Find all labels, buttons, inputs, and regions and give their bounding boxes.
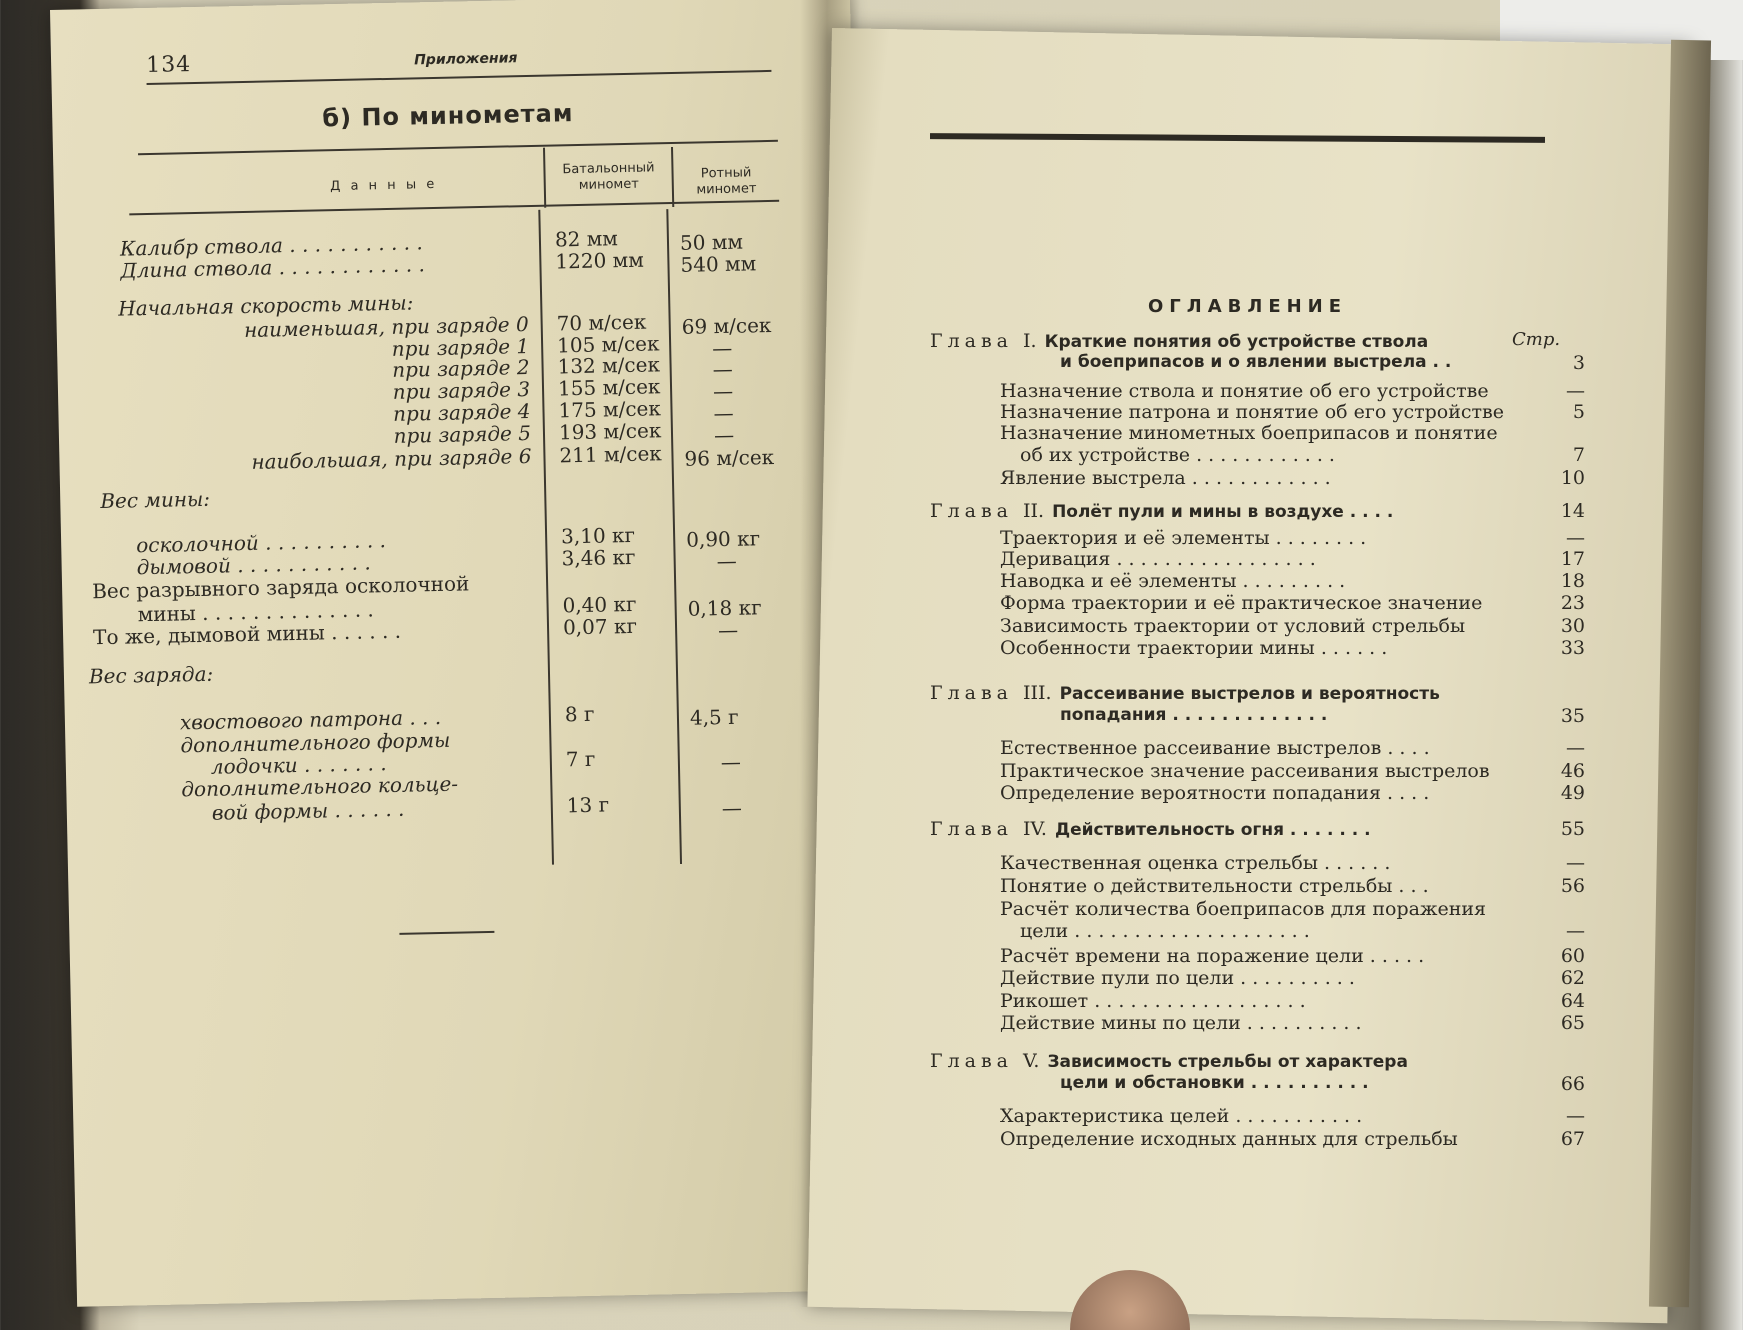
row-label: наибольшая, при заряде 6 (251, 444, 532, 474)
toc-section-entry (930, 637, 1585, 661)
section-title: Действие мины по цели . . . . . . . . . . (1000, 1012, 1362, 1034)
page-number: 5 (1572, 401, 1585, 423)
toc-section-entry (930, 920, 1585, 944)
section-title: Расчёт времени на поражение цели . . . . . (1000, 945, 1425, 967)
page-number: 10 (1560, 467, 1585, 489)
row-label: Вес мины: (100, 486, 211, 514)
battalion-value: 193 м/сек (558, 418, 662, 445)
row-label: хвостового патрона . . . (179, 704, 442, 735)
chapter-title (930, 818, 1371, 840)
page-number: 35 (1560, 705, 1585, 727)
section-title: Характеристика целей . . . . . . . . . . . (1000, 1105, 1363, 1127)
page-number: 134 (145, 52, 192, 78)
battalion-value: 70 м/сек (556, 309, 647, 336)
section-title: Явление выстрела . . . . . . . . . . . . (1000, 467, 1331, 489)
toc-chapter-entry (930, 500, 1585, 524)
toc-section-entry (930, 737, 1585, 761)
row-label: дополнительного формы (180, 727, 451, 758)
row-label: То же, дымовой мины . . . . . . (92, 618, 402, 650)
company-value: 0,90 кг (685, 526, 761, 552)
row-label: осколочной . . . . . . . . . . (135, 528, 387, 558)
battalion-value: 13 г (566, 792, 610, 818)
page-number: 65 (1560, 1012, 1585, 1034)
page-number: 3 (1572, 352, 1585, 374)
toc-chapter-entry (930, 1073, 1585, 1097)
company-value: — (712, 356, 733, 382)
chapter-text: Действительность огня . . . . . . . (1054, 820, 1371, 840)
section-title: Назначение патрона и понятие об его устройстве (1000, 401, 1505, 423)
end-rule (399, 931, 494, 935)
battalion-value: 82 мм (554, 226, 619, 252)
chapter-word: Глава (930, 818, 1014, 840)
chapter-number: III. (1023, 682, 1052, 704)
page-number: 62 (1560, 967, 1585, 989)
toc-chapter-entry (930, 352, 1585, 376)
battalion-value: 0,07 кг (562, 613, 638, 640)
section-title: Естественное рассеивание выстрелов . . . . (1000, 737, 1430, 759)
toc-section-entry (930, 548, 1585, 572)
company-value: — (717, 617, 739, 643)
company-value: — (711, 335, 733, 361)
battalion-value: 3,46 кг (561, 544, 636, 571)
section-title: Назначение минометных боеприпасов и понятие (1000, 422, 1498, 444)
page-number: 46 (1560, 760, 1585, 782)
page-number: — (1566, 527, 1585, 549)
page-number: 18 (1560, 570, 1585, 592)
company-value: — (713, 400, 734, 426)
row-label: при заряде 2 (391, 355, 530, 382)
chapter-word: Глава (930, 500, 1014, 522)
column-divider-2 (671, 147, 674, 207)
battalion-value: 8 г (564, 701, 595, 727)
page-header (146, 35, 787, 88)
section-title: Практическое значение рассеивания выстрелов (1000, 760, 1490, 782)
toc-section-entry (930, 570, 1585, 594)
section-title: Деривация . . . . . . . . . . . . . . . . . (1000, 548, 1316, 570)
toc-section-entry (930, 782, 1585, 806)
column-divider-1 (543, 148, 546, 208)
chapter-number: V. (1023, 1050, 1040, 1072)
row-label: Длина ствола . . . . . . . . . . . . (120, 252, 426, 283)
row-label: мины . . . . . . . . . . . . . . (137, 597, 375, 627)
chapter-title-continued: и боеприпасов и о явлении выстрела . . (1060, 352, 1452, 372)
page-number: 33 (1560, 637, 1585, 659)
toc-chapter-entry (930, 330, 1580, 354)
battalion-value: 155 м/сек (557, 374, 661, 401)
toc-section-entry (930, 1128, 1585, 1152)
section-title-continued: цели . . . . . . . . . . . . . . . . . . . . (1020, 920, 1310, 942)
toc-section-entry (930, 945, 1585, 969)
section-title: Действие пули по цели . . . . . . . . . . (1000, 967, 1355, 989)
page-number: 66 (1560, 1073, 1585, 1095)
page-number: 23 (1560, 592, 1585, 614)
chapter-word: Глава (930, 682, 1014, 704)
running-head: Приложения (413, 50, 518, 69)
toc-chapter-entry (930, 818, 1585, 842)
battalion-value: 132 м/сек (557, 352, 661, 379)
page-number: — (1566, 852, 1585, 874)
toc-section-entry (930, 422, 1580, 446)
row-label: Калибр ствола . . . . . . . . . . . (119, 230, 423, 261)
battalion-value: 175 м/сек (558, 396, 662, 423)
toc-section-entry (930, 1012, 1585, 1036)
battalion-value: 0,40 кг (562, 591, 637, 618)
toc-chapter-entry (930, 705, 1585, 729)
toc-section-entry (930, 990, 1585, 1014)
section-title: Зависимость траектории от условий стрельбы (1000, 615, 1466, 637)
row-label: Начальная скорость мины: (118, 290, 414, 321)
section-title: Определение вероятности попадания . . . . (1000, 782, 1430, 804)
toc-chapter-entry (930, 682, 1580, 706)
section-title: Качественная оценка стрельбы . . . . . . (1000, 852, 1391, 874)
chapter-text: Краткие понятия об устройстве ствола (1044, 332, 1429, 352)
chapter-title-continued: цели и обстановки . . . . . . . . . . (1060, 1073, 1369, 1093)
battalion-value: 105 м/сек (556, 331, 660, 358)
table-row (64, 648, 864, 691)
table-header-bottom-rule (129, 200, 779, 216)
page-number: — (1566, 1105, 1585, 1127)
page-number: — (1566, 380, 1585, 402)
row-label: вой формы . . . . . . (211, 796, 405, 825)
company-value: — (720, 749, 742, 775)
chapter-number: I. (1023, 330, 1037, 352)
chapter-number: IV. (1023, 818, 1047, 840)
page-number: 30 (1560, 615, 1585, 637)
section-title: Назначение ствола и понятие об его устройстве (1000, 380, 1489, 402)
row-label: дымовой . . . . . . . . . . . (136, 550, 371, 580)
page-number: 49 (1560, 782, 1585, 804)
left-page (50, 0, 877, 1307)
section-title: Наводка и её элементы . . . . . . . . . (1000, 570, 1346, 592)
toc-section-entry (930, 898, 1580, 922)
section-title: Определение исходных данных для стрельбы (1000, 1128, 1458, 1150)
table-top-rule (138, 140, 778, 155)
column-header-company: Ротный миномет (696, 165, 757, 198)
toc-section-entry (930, 467, 1585, 491)
row-label: при заряде 4 (392, 399, 531, 426)
toc-section-entry (930, 760, 1585, 784)
chapter-title (930, 330, 1428, 352)
toc-section-entry (930, 592, 1585, 616)
page-number: 64 (1560, 990, 1585, 1012)
row-label: при заряде 5 (393, 421, 532, 448)
company-value: — (713, 422, 735, 448)
column-header-battalion: Батальонный миномет (562, 160, 655, 193)
toc-chapter-entry (930, 1050, 1580, 1074)
section-title: Особенности траектории мины . . . . . . (1000, 637, 1388, 659)
table-row (60, 473, 860, 516)
page-number: 60 (1560, 945, 1585, 967)
chapter-number: II. (1023, 500, 1045, 522)
company-value: 4,5 г (689, 704, 739, 730)
company-value: 69 м/сек (681, 312, 772, 339)
chapter-word: Глава (930, 1050, 1014, 1072)
section-title: Понятие о действительности стрельбы . . . (1000, 875, 1429, 897)
chapter-title (930, 1050, 1408, 1072)
company-value: — (712, 378, 734, 404)
company-value: — (716, 548, 737, 574)
section-title: Рикошет . . . . . . . . . . . . . . . . . . (1000, 990, 1306, 1012)
chapter-text: Зависимость стрельбы от характера (1047, 1052, 1408, 1072)
section-title: б) По минометам (322, 99, 574, 133)
page-number: 67 (1560, 1128, 1585, 1150)
toc-title: ОГЛАВЛЕНИЕ (1148, 296, 1348, 317)
page-number: 7 (1572, 444, 1585, 466)
chapter-title (930, 682, 1440, 704)
section-title: Траектория и её элементы . . . . . . . . (1000, 527, 1367, 549)
row-label: при заряде 3 (392, 377, 531, 404)
toc-section-entry (930, 967, 1585, 991)
battalion-value: 211 м/сек (559, 441, 663, 468)
company-value: 50 мм (679, 229, 744, 255)
toc-section-entry (930, 875, 1585, 899)
column-header-data: Д а н н ы е (330, 176, 438, 195)
battalion-value: 1220 мм (555, 247, 644, 274)
section-title-continued: об их устройстве . . . . . . . . . . . . (1020, 444, 1335, 466)
page-number: — (1566, 920, 1585, 942)
row-label: дополнительного кольце- (181, 771, 459, 802)
page-number: 56 (1560, 875, 1585, 897)
section-title: Расчёт количества боеприпасов для поражения (1000, 898, 1487, 920)
company-value: 96 м/сек (684, 444, 775, 471)
row-label: лодочки . . . . . . . (210, 751, 387, 779)
toc-page-column-head: Стр. (1512, 329, 1561, 350)
row-label: Вес разрывного заряда осколочной (91, 571, 470, 604)
row-label: при заряде 1 (391, 334, 530, 361)
chapter-text: Рассеивание выстрелов и вероятность (1059, 684, 1440, 704)
battalion-value: 3,10 кг (560, 522, 636, 549)
section-title: Форма траектории и её практическое значение (1000, 592, 1483, 614)
company-value: — (721, 795, 743, 821)
company-value: 540 мм (680, 251, 757, 277)
page-number: 17 (1560, 548, 1585, 570)
page-number: 14 (1560, 500, 1585, 522)
toc-section-entry (930, 615, 1585, 639)
chapter-title (930, 500, 1393, 522)
toc-section-entry (930, 852, 1585, 876)
row-label: Вес заряда: (88, 661, 214, 689)
toc-section-entry (930, 1105, 1585, 1129)
chapter-title-continued: попадания . . . . . . . . . . . . . (1060, 705, 1328, 725)
toc-section-entry (930, 444, 1585, 468)
company-value: 0,18 кг (687, 595, 762, 621)
page-number: — (1566, 737, 1585, 759)
chapter-word: Глава (930, 330, 1014, 352)
chapter-text: Полёт пули и мины в воздухе . . . . (1052, 502, 1394, 522)
battalion-value: 7 г (565, 746, 596, 772)
page-number: 55 (1560, 818, 1585, 840)
row-label: наименьшая, при заряде 0 (243, 312, 529, 343)
